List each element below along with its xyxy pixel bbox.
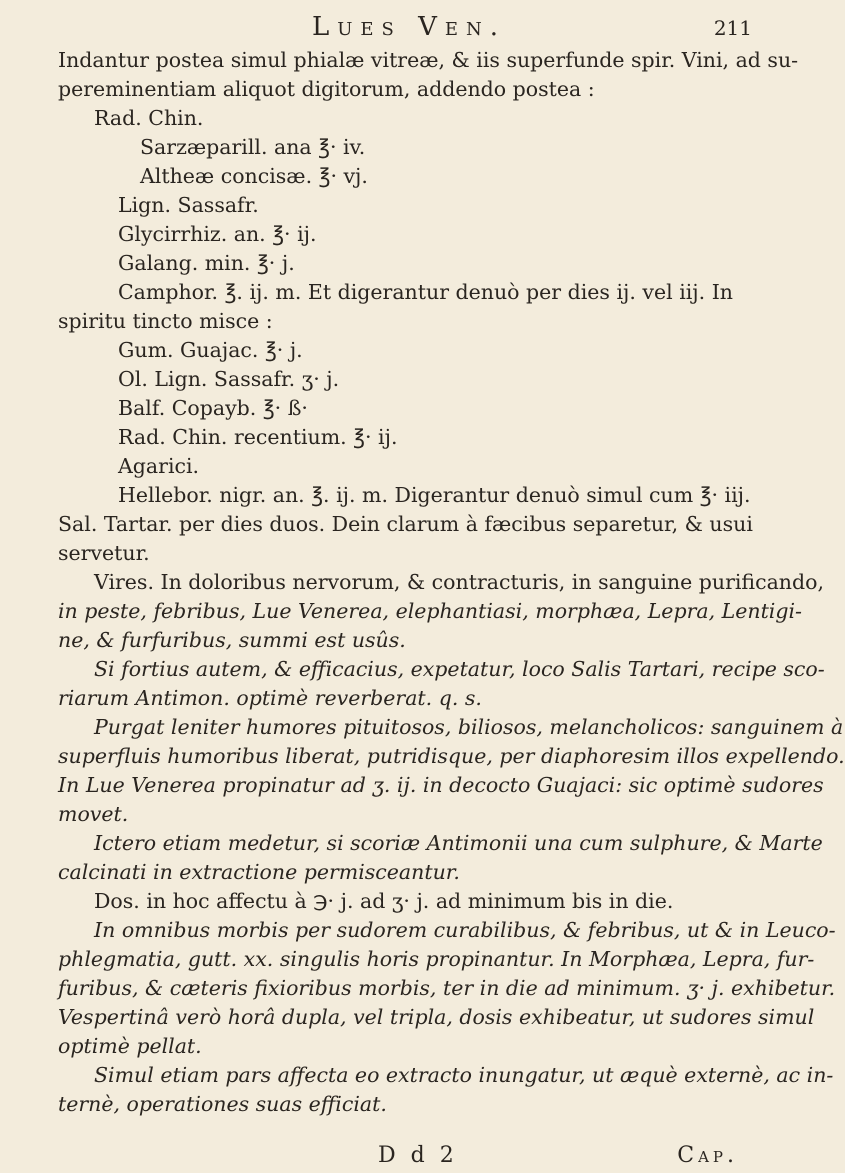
recipe-line: Lign. Sassafr. [118, 193, 259, 217]
text-line: ne, & furfuribus, summi est usûs. [58, 628, 406, 652]
text-line: Si fortius autem, & efficacius, expetatur, loco Salis Tartari, recipe sco- [94, 657, 825, 681]
text-line: optimè pellat. [58, 1034, 202, 1058]
text-line: furibus, & cæteris fixioribus morbis, ter in die ad minimum. ʒ· j. exhibetur. [58, 976, 836, 1000]
vires-line: Vires. In doloribus nervorum, & contracturis, in sanguine purificando, [94, 570, 824, 594]
page-number: 211 [713, 16, 752, 40]
catchword: Cap. [677, 1143, 738, 1168]
text-line: calcinati in extractione permisceantur. [58, 860, 460, 884]
text-line: Sal. Tartar. per dies duos. Dein clarum à fæcibus separetur, & usui [58, 512, 753, 536]
text-line: servetur. [58, 541, 150, 565]
text-line: in peste, febribus, Lue Venerea, elephantiasi, morphæa, Lepra, Lentigi- [58, 599, 802, 623]
text-line: In Lue Venerea propinatur ad ʒ. ij. in decocto Guajaci: sic optimè sudores [58, 773, 824, 797]
text-line: Indantur postea simul phialæ vitreæ, & iis superfunde spir. Vini, ad su- [58, 48, 799, 72]
signature-mark: D d 2 [378, 1143, 458, 1168]
recipe-line: Ol. Lign. Sassafr. ʒ· j. [118, 367, 340, 391]
recipe-line: Sarzæparill. ana ℥· iv. [140, 135, 366, 159]
text-line: superfluis humoribus liberat, putridisque, per diaphoresim illos expellendo. [58, 744, 845, 768]
text-line: riarum Antimon. optimè reverberat. q. s. [58, 686, 482, 710]
dose-line: Dos. in hoc affectu à ℈· j. ad ʒ· j. ad minimum bis in die. [94, 889, 674, 913]
text-line: phlegmatia, gutt. xx. singulis horis propinantur. In Morphæa, Lepra, fur- [58, 947, 815, 971]
text-line: ternè, operationes suas efficiat. [58, 1092, 387, 1116]
text-line: pereminentiam aliquot digitorum, addendo postea : [58, 77, 595, 101]
recipe-line: Agarici. [118, 454, 200, 478]
text-line: Vespertinâ verò horâ dupla, vel tripla, dosis exhibeatur, ut sudores simul [58, 1005, 815, 1029]
text-line: Ictero etiam medetur, si scoriæ Antimonii una cum sulphure, & Marte [94, 831, 823, 855]
text-line: In omnibus morbis per sudorem curabilibus, & febribus, ut & in Leuco- [94, 918, 836, 942]
text-line: spiritu tincto misce : [58, 309, 273, 333]
recipe-line: Rad. Chin. recentium. ℥· ij. [118, 425, 398, 449]
recipe-line: Glycirrhiz. an. ℥· ij. [118, 222, 317, 246]
recipe-line: Gum. Guajac. ℥· j. [118, 338, 303, 362]
text-line: Purgat leniter humores pituitosos, biliosos, melancholicos: sanguinem à [94, 715, 844, 739]
recipe-line: Hellebor. nigr. an. ℥. ij. m. Digerantur denuò simul cum ℥· iij. [118, 483, 751, 507]
page-footer [58, 1143, 760, 1173]
page-header [58, 12, 760, 46]
body-text [58, 46, 845, 1119]
recipe-line: Galang. min. ℥· j. [118, 251, 295, 275]
recipe-line: Rad. Chin. [94, 106, 204, 130]
text-line: Simul etiam pars affecta eo extracto inungatur, ut æquè externè, ac in- [94, 1063, 834, 1087]
text-line: movet. [58, 802, 129, 826]
recipe-line: Balf. Copayb. ℥· ß· [118, 396, 308, 420]
recipe-line: Altheæ concisæ. ℥· vj. [140, 164, 368, 188]
running-title: Lues Ven. [311, 12, 507, 42]
recipe-line: Camphor. ℥. ij. m. Et digerantur denuò per dies ij. vel iij. In [118, 280, 733, 304]
